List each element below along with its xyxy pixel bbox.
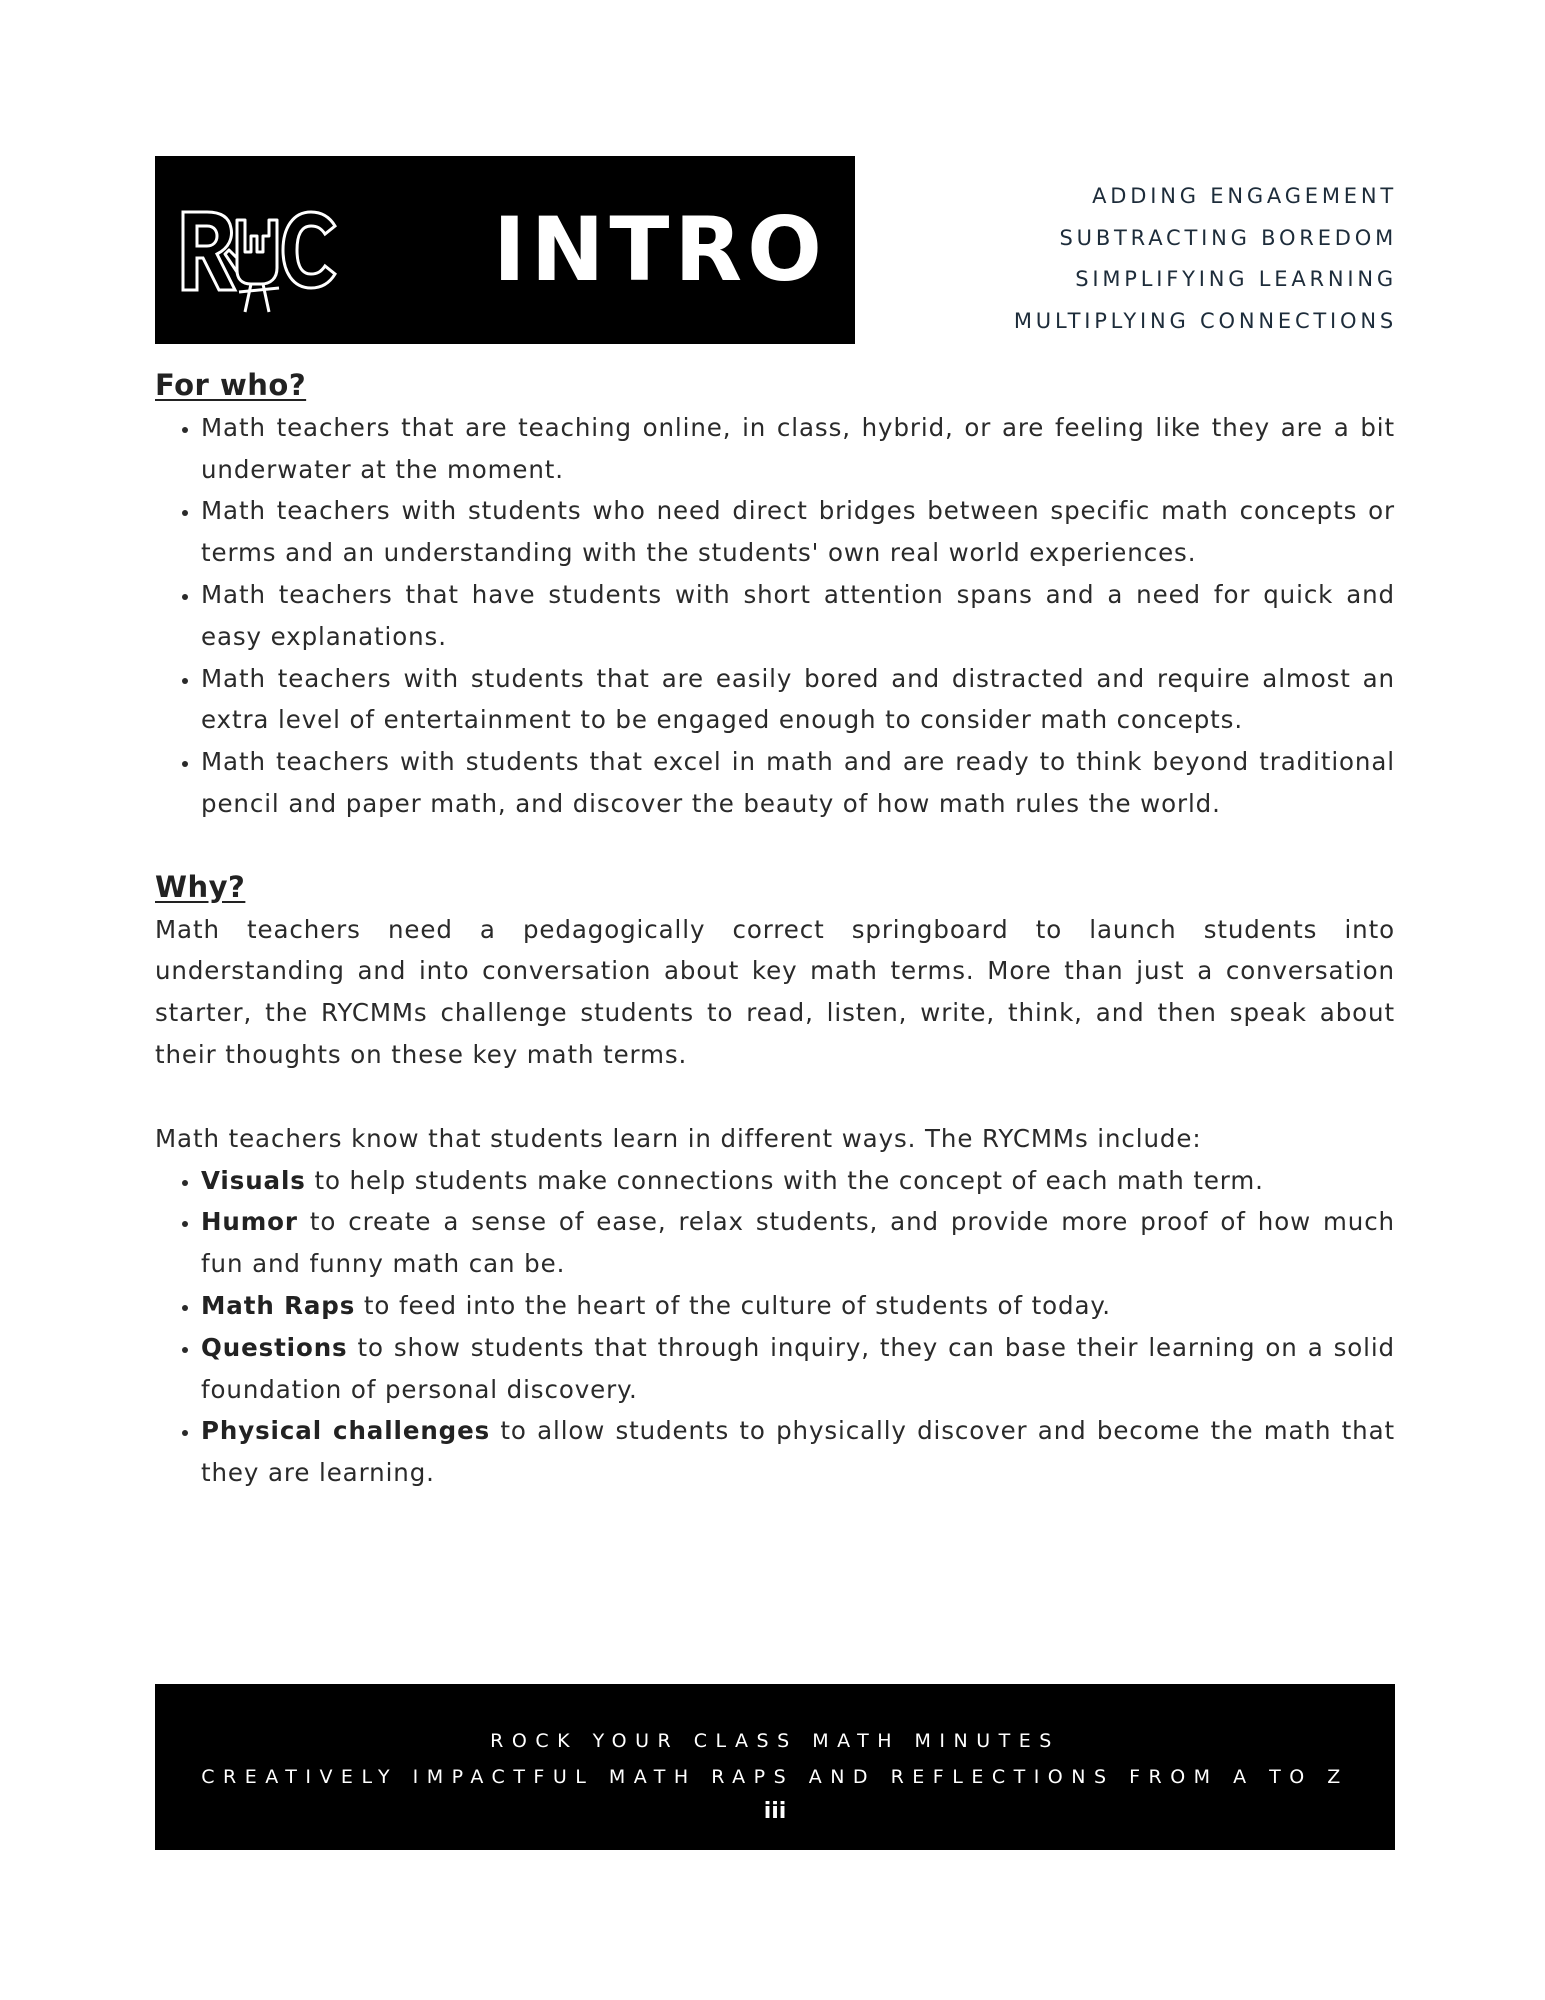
list-item-text: to allow students to physically discover and become the math that they are learning.: [201, 1416, 1395, 1488]
page-title: INTRO: [493, 198, 827, 301]
list-item: • Math teachers that are teaching online, in class, hybrid, or are feeling like they are a bit underwater at the moment.: [201, 407, 1395, 491]
list-item-text: to help students make connections with the concept of each math term.: [305, 1165, 1264, 1195]
list-item-term: Physical challenges: [201, 1416, 491, 1446]
list-item: • Math teachers that have students with short attention spans and a need for quick and easy explanations.: [201, 574, 1395, 658]
tagline-item: MULTIPLYING CONNECTIONS: [1013, 308, 1397, 333]
list-item-term: Math Raps: [201, 1290, 356, 1320]
list-item: • Math teachers with students that excel in math and are ready to think beyond traditional pencil and paper math, and discover the beauty of how math rules the world.: [201, 741, 1395, 825]
for-who-list: [155, 407, 1395, 825]
footer-title: ROCK YOUR CLASS MATH MINUTES: [490, 1730, 1060, 1752]
list-item-text: to create a sense of ease, relax students, and provide more proof of how much fun and funny math can be.: [201, 1207, 1395, 1279]
main-content: [155, 365, 1395, 1494]
intro-header-banner: [155, 156, 855, 344]
list-item-term: Humor: [201, 1207, 298, 1237]
tagline-item: SUBTRACTING BOREDOM: [1059, 225, 1397, 250]
for-who-heading: For who?: [155, 368, 307, 402]
why-heading: Why?: [155, 869, 246, 904]
tagline-item: SIMPLIFYING LEARNING: [1075, 267, 1397, 291]
tagline-list: [1014, 176, 1397, 342]
ways-intro-paragraph: Math teachers know that students learn in different ways. The RYCMMs include:: [155, 1123, 1202, 1153]
tagline-item: ADDING ENGAGEMENT: [1092, 184, 1397, 208]
spacer: [155, 825, 1395, 867]
page-number: iii: [763, 1799, 787, 1824]
list-item: • Math teachers with students that are easily bored and distracted and require almost an extra level of entertainment to be engaged enough to consider math concepts.: [201, 658, 1395, 742]
why-paragraph: Math teachers need a pedagogically correct springboard to launch students into understanding and into conversation about key math terms. More than just a conversation starter, the RYCMMs challenge students to read, listen, write, think, and then speak about their thoughts on these key math terms.: [155, 914, 1395, 1069]
ryc-logo: [179, 192, 339, 316]
list-item: [201, 1285, 1395, 1327]
list-item: [201, 1410, 1395, 1494]
list-item-text: to show students that through inquiry, they can base their learning on a solid foundation of personal discovery.: [201, 1332, 1395, 1404]
footer-subtitle: CREATIVELY IMPACTFUL MATH RAPS AND REFLECTIONS FROM A TO Z: [201, 1766, 1349, 1788]
ways-list: [155, 1160, 1395, 1494]
list-item: [201, 1160, 1395, 1202]
footer-banner: [155, 1684, 1395, 1850]
list-item-term: Questions: [201, 1332, 348, 1362]
list-item: [201, 1201, 1395, 1285]
list-item-text: to feed into the heart of the culture of students of today.: [355, 1290, 1111, 1320]
list-item-term: Visuals: [201, 1165, 306, 1195]
list-item: [201, 1327, 1395, 1411]
list-item: • Math teachers with students who need direct bridges between specific math concepts or terms and an understanding with the students' own real world experiences.: [201, 490, 1395, 574]
spacer: [155, 1076, 1395, 1118]
